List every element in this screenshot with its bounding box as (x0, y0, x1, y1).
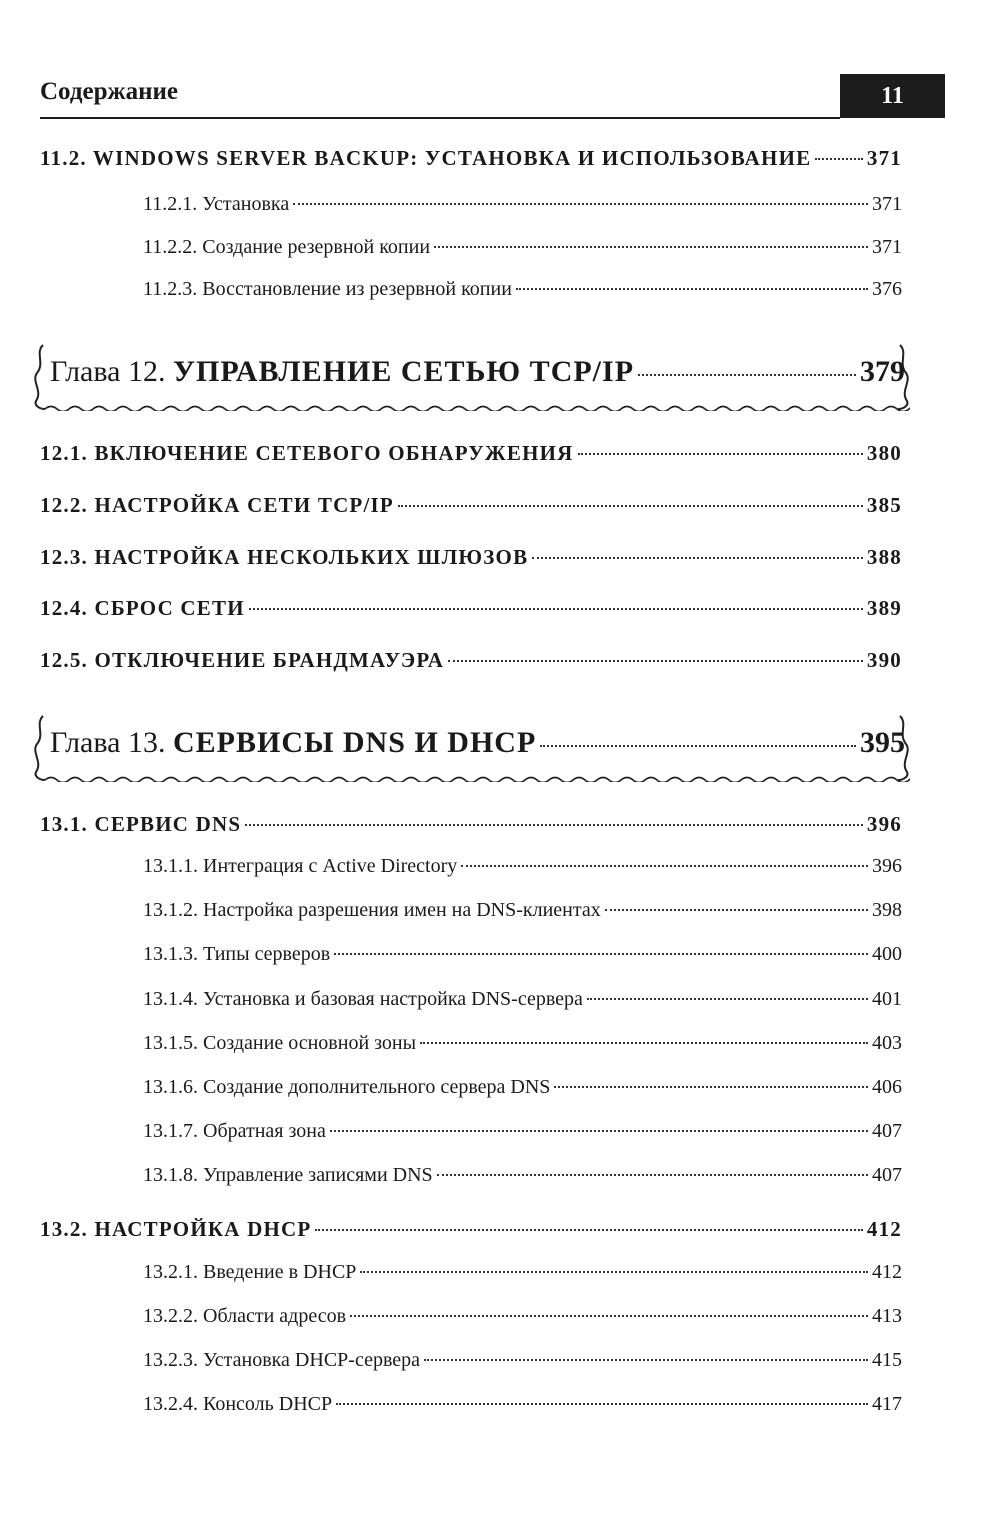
entry-page: 388 (866, 545, 902, 569)
dot-leader (578, 453, 863, 455)
entry-page: 390 (866, 648, 902, 672)
entry-page: 407 (872, 1164, 902, 1186)
entry-title: Обратная зона (203, 1120, 326, 1142)
entry-number: 13.2.4. (143, 1393, 198, 1415)
toc-entry-11-2-3[interactable] (143, 278, 902, 301)
dot-leader (815, 158, 863, 160)
entry-number: 13.1.3. (143, 943, 198, 965)
entry-title: Настройка разрешения имен на DNS-клиентах (203, 899, 601, 921)
dot-leader (437, 1174, 868, 1176)
entry-title: СЕРВИС DNS (94, 812, 242, 836)
entry-page: 398 (872, 899, 902, 921)
dot-leader (554, 1086, 868, 1088)
entry-title: Установка (202, 193, 290, 215)
entry-number: 11.2.3. (143, 278, 198, 300)
chapter-title: СЕРВИСЫ DNS И DHCP (172, 726, 537, 759)
entry-number: 12.4. (40, 596, 88, 620)
entry-title: Создание дополнительного сервера DNS (203, 1076, 551, 1098)
entry-title: Области адресов (203, 1305, 347, 1327)
dot-leader (336, 1403, 868, 1405)
dot-leader (516, 288, 868, 290)
entry-page: 417 (872, 1393, 902, 1415)
page-number-box: 11 (840, 74, 945, 118)
dot-leader (249, 608, 863, 610)
entry-title: Консоль DHCP (203, 1393, 333, 1415)
entry-page: 389 (866, 596, 902, 620)
entry-number: 12.5. (40, 648, 88, 672)
entry-title: НАСТРОЙКА DHCP (94, 1217, 312, 1241)
header-rule (40, 117, 840, 119)
dot-leader (638, 374, 856, 376)
entry-page: 371 (866, 146, 902, 170)
entry-page: 371 (872, 193, 902, 215)
toc-entry-12-3[interactable] (40, 545, 902, 570)
dot-leader (448, 660, 863, 662)
toc-entry-13-1-5[interactable] (143, 1032, 902, 1055)
entry-title: ВКЛЮЧЕНИЕ СЕТЕВОГО ОБНАРУЖЕНИЯ (94, 441, 574, 465)
entry-page: 403 (872, 1032, 902, 1054)
entry-title: Введение в DHCP (203, 1261, 357, 1283)
entry-title: WINDOWS SERVER BACKUP: УСТАНОВКА И ИСПОЛЬЗОВАНИЕ (92, 146, 812, 170)
entry-number: 13.2.3. (143, 1349, 198, 1371)
chapter-12-banner[interactable] (33, 343, 910, 411)
entry-page: 407 (872, 1120, 902, 1142)
toc-entry-12-4[interactable] (40, 596, 902, 621)
entry-page: 412 (866, 1217, 902, 1241)
entry-page: 415 (872, 1349, 902, 1371)
entry-number: 13.2. (40, 1217, 88, 1241)
dot-leader (420, 1042, 868, 1044)
toc-entry-11-2-2[interactable] (143, 236, 902, 259)
entry-page: 380 (866, 441, 902, 465)
entry-page: 401 (872, 988, 902, 1010)
entry-number: 13.1. (40, 812, 88, 836)
toc-entry-13-1-6[interactable] (143, 1076, 902, 1099)
entry-number: 12.2. (40, 493, 88, 517)
toc-entry-13-1-1[interactable] (143, 855, 902, 878)
running-title: Содержание (40, 78, 179, 105)
toc-entry-12-5[interactable] (40, 648, 902, 673)
dot-leader (461, 865, 868, 867)
entry-page: 396 (866, 812, 902, 836)
entry-title: Установка и базовая настройка DNS-сервера (203, 988, 583, 1010)
dot-leader (398, 505, 863, 507)
chapter-13-banner[interactable] (33, 714, 910, 782)
toc-entry-13-1-4[interactable] (143, 988, 902, 1011)
entry-title: Управление записями DNS (203, 1164, 433, 1186)
entry-title: Восстановление из резервной копии (202, 278, 512, 300)
chapter-page: 379 (860, 355, 905, 388)
entry-number: 12.1. (40, 441, 88, 465)
toc-entry-11-2[interactable] (40, 146, 902, 171)
toc-entry-13-2-2[interactable] (143, 1305, 902, 1328)
entry-number: 13.1.6. (143, 1076, 198, 1098)
toc-entry-13-1-8[interactable] (143, 1164, 902, 1187)
entry-title: Создание основной зоны (203, 1032, 417, 1054)
dot-leader (350, 1315, 868, 1317)
dot-leader (245, 824, 863, 826)
entry-page: 396 (872, 855, 902, 877)
chapter-title: УПРАВЛЕНИЕ СЕТЬЮ TCP/IP (172, 355, 635, 388)
entry-number: 13.1.8. (143, 1164, 198, 1186)
entry-number: 13.2.1. (143, 1261, 198, 1283)
dot-leader (540, 745, 856, 747)
entry-page: 400 (872, 943, 902, 965)
entry-number: 13.1.7. (143, 1120, 198, 1142)
entry-title: Установка DHCP-сервера (203, 1349, 421, 1371)
entry-number: 13.1.4. (143, 988, 198, 1010)
toc-entry-13-1-7[interactable] (143, 1120, 902, 1143)
entry-title: СБРОС СЕТИ (94, 596, 245, 620)
chapter-page: 395 (860, 726, 905, 759)
entry-page: 385 (866, 493, 902, 517)
entry-number: 13.2.2. (143, 1305, 198, 1327)
entry-title: НАСТРОЙКА НЕСКОЛЬКИХ ШЛЮЗОВ (94, 545, 529, 569)
entry-title: ОТКЛЮЧЕНИЕ БРАНДМАУЭРА (94, 648, 445, 672)
toc-entry-11-2-1[interactable] (143, 193, 902, 216)
page-header (40, 74, 905, 118)
dot-leader (605, 909, 868, 911)
entry-number: 12.3. (40, 545, 88, 569)
entry-page: 412 (872, 1261, 902, 1283)
dot-leader (532, 557, 863, 559)
toc-entry-13-1-2[interactable] (143, 899, 902, 922)
dot-leader (434, 246, 868, 248)
chapter-label: Глава 13. (50, 726, 166, 759)
entry-page: 406 (872, 1076, 902, 1098)
entry-number: 11.2. (40, 146, 87, 170)
entry-title: НАСТРОЙКА СЕТИ TCP/IP (94, 493, 394, 517)
toc-entry-12-1[interactable] (40, 441, 902, 466)
toc-entry-13-2-3[interactable] (143, 1349, 902, 1372)
entry-number: 13.1.5. (143, 1032, 198, 1054)
dot-leader (334, 953, 868, 955)
toc-entry-12-2[interactable] (40, 493, 902, 518)
chapter-label: Глава 12. (50, 355, 166, 388)
entry-page: 376 (872, 278, 902, 300)
entry-title: Создание резервной копии (202, 236, 431, 258)
entry-page: 413 (872, 1305, 902, 1327)
entry-number: 13.1.1. (143, 855, 198, 877)
entry-title: Типы серверов (203, 943, 331, 965)
entry-page: 371 (872, 236, 902, 258)
toc-entry-13-2[interactable] (40, 1217, 902, 1242)
dot-leader (587, 998, 868, 1000)
entry-title: Интеграция с Active Directory (203, 855, 458, 877)
toc-entry-13-2-4[interactable] (143, 1393, 902, 1416)
entry-number: 13.1.2. (143, 899, 198, 921)
entry-number: 11.2.1. (143, 193, 198, 215)
dot-leader (360, 1271, 868, 1273)
toc-entry-13-1[interactable] (40, 812, 902, 837)
entry-number: 11.2.2. (143, 236, 198, 258)
toc-entry-13-2-1[interactable] (143, 1261, 902, 1284)
dot-leader (330, 1130, 868, 1132)
toc-entry-13-1-3[interactable] (143, 943, 902, 966)
dot-leader (315, 1229, 863, 1231)
dot-leader (293, 203, 868, 205)
dot-leader (424, 1359, 868, 1361)
